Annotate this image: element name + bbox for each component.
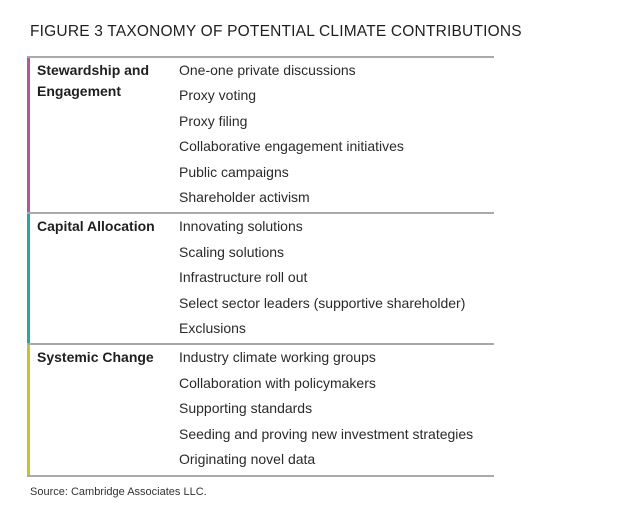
section-accent-bar xyxy=(27,345,30,474)
section-systemic-change xyxy=(27,343,494,476)
list-item: Supporting standards xyxy=(179,400,313,417)
list-item: Originating novel data xyxy=(179,451,316,468)
category-label: Systemic Change xyxy=(37,349,154,366)
item-list xyxy=(168,345,494,474)
list-item: Infrastructure roll out xyxy=(179,269,308,286)
list-item: One-one private discussions xyxy=(179,62,356,78)
taxonomy-table xyxy=(27,56,494,477)
figure-title: FIGURE 3 TAXONOMY OF POTENTIAL CLIMATE CONTRIBUTIONS xyxy=(30,23,522,40)
list-item: Innovating solutions xyxy=(179,218,303,235)
category-label: Capital Allocation xyxy=(37,218,155,235)
list-item: Proxy voting xyxy=(179,87,257,104)
item-list xyxy=(168,58,494,212)
list-item: Public campaigns xyxy=(179,163,289,180)
section-stewardship-engagement xyxy=(27,56,494,212)
list-item: Shareholder activism xyxy=(179,189,310,206)
list-item: Industry climate working groups xyxy=(179,349,376,366)
list-item: Collaborative engagement initiatives xyxy=(179,138,404,155)
list-item: Collaboration with policymakers xyxy=(179,374,376,391)
section-capital-allocation xyxy=(27,212,494,343)
list-item: Seeding and proving new investment strategies xyxy=(179,425,474,442)
list-item: Exclusions xyxy=(179,320,246,337)
section-accent-bar xyxy=(27,214,30,343)
list-item: Scaling solutions xyxy=(179,243,285,260)
section-accent-bar xyxy=(27,58,30,212)
list-item: Proxy filing xyxy=(179,112,248,129)
source-note: Source: Cambridge Associates LLC. xyxy=(30,486,207,498)
category-label: Stewardship and Engagement xyxy=(37,62,150,99)
list-item: Select sector leaders (supportive shareholder) xyxy=(179,294,466,311)
item-list xyxy=(168,214,494,343)
